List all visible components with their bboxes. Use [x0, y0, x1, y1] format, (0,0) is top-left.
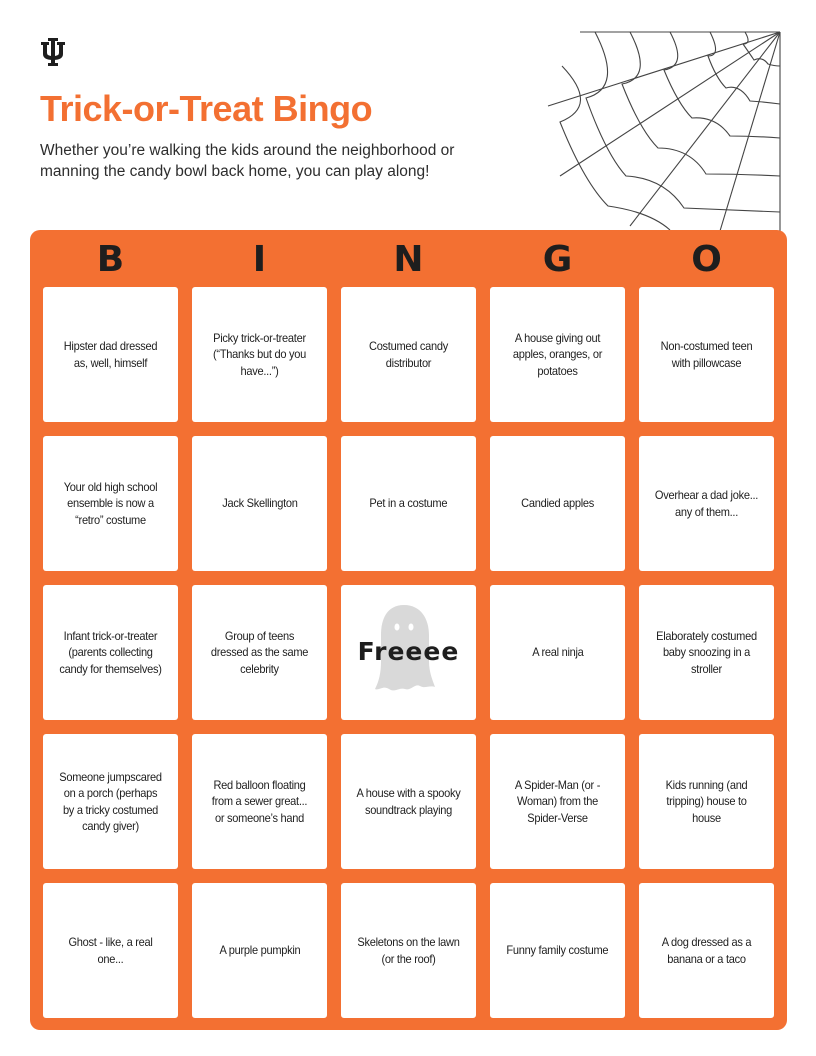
cell-label: A dog dressed as a banana or a taco: [661, 935, 752, 966]
bingo-cell[interactable]: [639, 585, 774, 720]
page-subtitle: Whether you’re walking the kids around the neighborhood or manning the candy bowl back home, you can play along!: [40, 142, 455, 180]
bingo-cell[interactable]: [43, 436, 178, 571]
bingo-cell[interactable]: [639, 734, 774, 869]
cell-label: A purple pumpkin: [219, 943, 300, 958]
iu-trident-icon: [40, 38, 66, 66]
cell-label: Costumed candy distributor: [368, 339, 448, 370]
bingo-cell[interactable]: [192, 883, 327, 1018]
cell-label: Overhear a dad joke... any of them...: [654, 488, 759, 519]
cell-label: Skeletons on the lawn (or the roof): [357, 935, 460, 966]
free-space: [341, 585, 476, 720]
bingo-cell[interactable]: [490, 585, 625, 720]
cell-label: Non-costumed teen with pillowcase: [660, 339, 753, 370]
bingo-cell[interactable]: [341, 287, 476, 422]
cell-label: Funny family costume: [506, 943, 609, 958]
bingo-cell[interactable]: [43, 883, 178, 1018]
spiderweb-icon: [540, 26, 786, 234]
bingo-cell[interactable]: [639, 287, 774, 422]
letter-b: B: [96, 239, 125, 280]
cell-label: Ghost - like, a real one...: [68, 935, 153, 966]
bingo-cell[interactable]: [639, 883, 774, 1018]
cell-label: Hipster dad dressed as, well, himself: [63, 339, 158, 370]
letter-g: G: [542, 239, 573, 280]
cell-label: A house with a spooky soundtrack playing: [356, 786, 461, 817]
cell-label: Someone jumpscared on a porch (perhaps by a tricky costumed candy giver): [59, 769, 162, 833]
bingo-cell[interactable]: [192, 436, 327, 571]
bingo-cell[interactable]: [341, 436, 476, 571]
free-space-label: Freeee: [357, 637, 460, 666]
cell-label: A house giving out apples, oranges, or potatoes: [512, 330, 603, 378]
bingo-cell[interactable]: [639, 436, 774, 571]
cell-label: A Spider-Man (or -Woman) from the Spider-Verse: [514, 777, 601, 825]
cell-label: Pet in a costume: [369, 496, 448, 511]
bingo-cell[interactable]: [341, 883, 476, 1018]
bingo-cell[interactable]: [490, 734, 625, 869]
letter-o: O: [691, 239, 722, 280]
bingo-cell[interactable]: [43, 287, 178, 422]
bingo-cell[interactable]: [341, 734, 476, 869]
bingo-letters: [30, 230, 787, 286]
letter-i: I: [252, 239, 267, 280]
bingo-cell[interactable]: [192, 734, 327, 869]
bingo-board: [30, 230, 787, 1030]
cell-label: Kids running (and tripping) house to house: [665, 777, 748, 825]
cell-label: Your old high school ensemble is now a “retro” costume: [63, 479, 158, 527]
bingo-cell[interactable]: [43, 734, 178, 869]
letter-n: N: [393, 239, 424, 280]
cell-label: A real ninja: [531, 645, 584, 660]
page-title: Trick-or-Treat Bingo: [40, 88, 373, 129]
bingo-cell[interactable]: [43, 585, 178, 720]
bingo-cell[interactable]: [192, 585, 327, 720]
cell-label: Elaborately costumed baby snoozing in a stroller: [656, 628, 757, 676]
free-space-cell[interactable]: [341, 585, 476, 720]
bingo-cell[interactable]: [490, 883, 625, 1018]
cell-label: Group of teens dressed as the same celebrity: [210, 628, 309, 676]
cell-label: Candied apples: [521, 496, 594, 511]
bingo-cell[interactable]: [490, 436, 625, 571]
cell-label: Picky trick-or-treater (“Thanks but do you have...”): [213, 330, 306, 378]
cell-label: Infant trick-or-treater (parents collecting candy for themselves): [59, 628, 162, 676]
cell-label: Red balloon floating from a sewer great... or someone’s hand: [211, 777, 308, 825]
cell-label: Jack Skellington: [221, 496, 298, 511]
bingo-cell[interactable]: [490, 287, 625, 422]
bingo-cell[interactable]: [192, 287, 327, 422]
